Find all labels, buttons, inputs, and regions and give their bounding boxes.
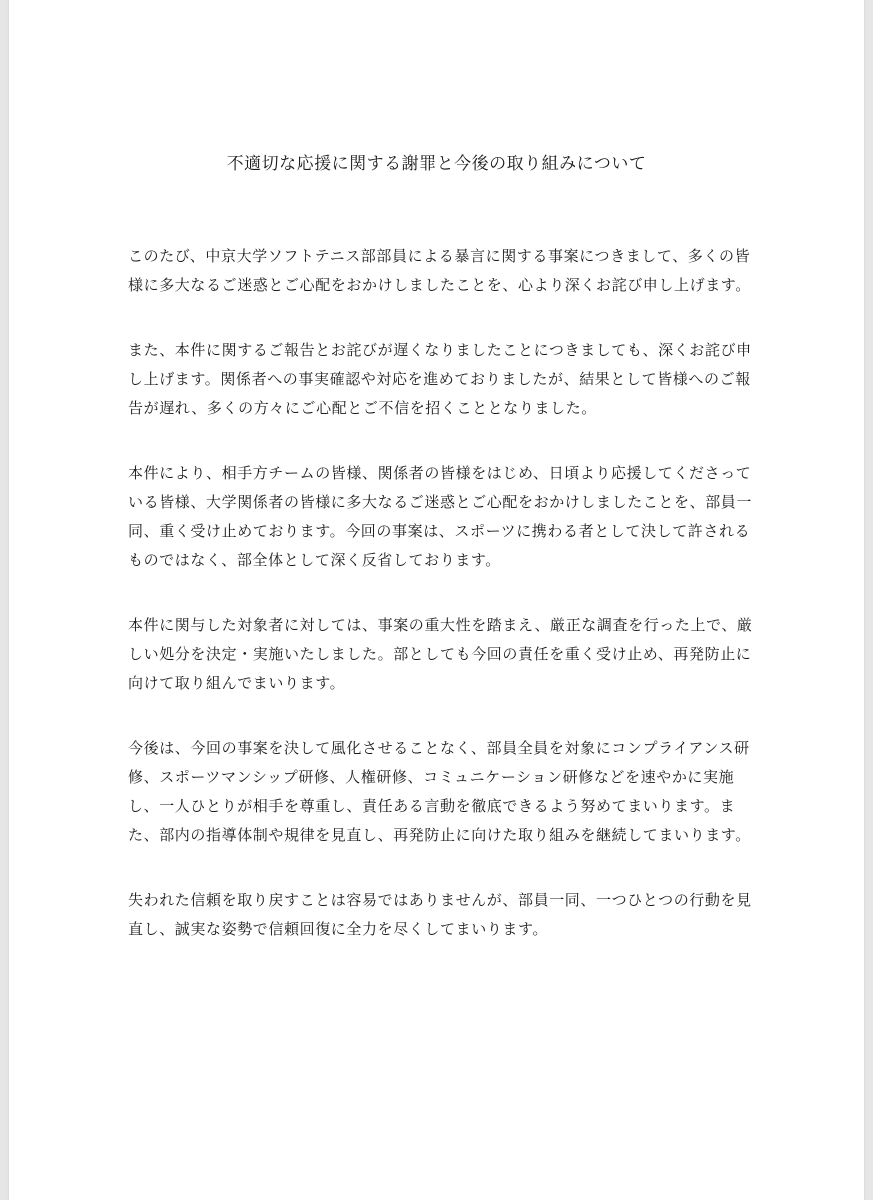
text-line: ものではなく、部全体として深く反省しております。 — [128, 551, 501, 569]
text-line: 向けて取り組んでまいります。 — [128, 674, 346, 692]
paragraph-3 — [128, 459, 752, 575]
text-line: た、部内の指導体制や規律を見直し、再発防止に向けた取り組みを継続してまいります。 — [128, 826, 751, 844]
text-line: 本件により、相手方チームの皆様、関係者の皆様をはじめ、日頃より応援してくださって — [128, 464, 752, 482]
text-line: 修、スポーツマンシップ研修、人権研修、コミュニケーション研修などを速やかに実施 — [128, 768, 735, 786]
paragraph-2 — [128, 336, 752, 423]
paragraph-1 — [128, 242, 752, 300]
paragraph-6 — [128, 886, 752, 944]
document-title: 不適切な応援に関する謝罪と今後の取り組みについて — [226, 154, 647, 174]
text-line: 告が遅れ、多くの方々にご心配とご不信を招くこととなりました。 — [128, 399, 597, 417]
text-line: し上げます。関係者への事実確認や対応を進めておりましたが、結果として皆様へのご報 — [128, 370, 751, 388]
paragraph-4 — [128, 611, 752, 698]
text-line: 様に多大なるご迷惑とご心配をおかけしましたことを、心より深くお詫び申し上げます。 — [128, 276, 751, 294]
text-line: 今後は、今回の事案を決して風化させることなく、部員全員を対象にコンプライアンス研 — [128, 739, 750, 757]
text-line: いる皆様、大学関係者の皆様に多大なるご迷惑とご心配をおかけしましたことを、部員一 — [128, 493, 753, 511]
text-line: 同、重く受け止めております。今回の事案は、スポーツに携わる者として決して許される — [128, 522, 751, 540]
text-line: 本件に関与した対象者に対しては、事案の重大性を踏まえ、厳正な調査を行った上で、厳 — [128, 616, 753, 634]
document-body — [128, 242, 752, 980]
paragraph-5 — [128, 734, 752, 850]
document-page — [9, 0, 864, 1200]
text-line: しい処分を決定・実施いたしました。部としても今回の責任を重く受け止め、再発防止に — [128, 645, 752, 663]
text-line: 直し、誠実な姿勢で信頼回復に全力を尽くしてまいります。 — [128, 920, 549, 938]
text-line: し、一人ひとりが相手を尊重し、責任ある言動を徹底できるよう努めてまいります。ま — [128, 797, 736, 815]
text-line: このたび、中京大学ソフトテニス部部員による暴言に関する事案につきまして、多くの皆 — [128, 247, 751, 265]
text-line: また、本件に関するご報告とお詫びが遅くなりましたことにつきましても、深くお詫び申 — [128, 341, 752, 359]
text-line: 失われた信頼を取り戻すことは容易ではありませんが、部員一同、一つひとつの行動を見 — [128, 891, 752, 909]
